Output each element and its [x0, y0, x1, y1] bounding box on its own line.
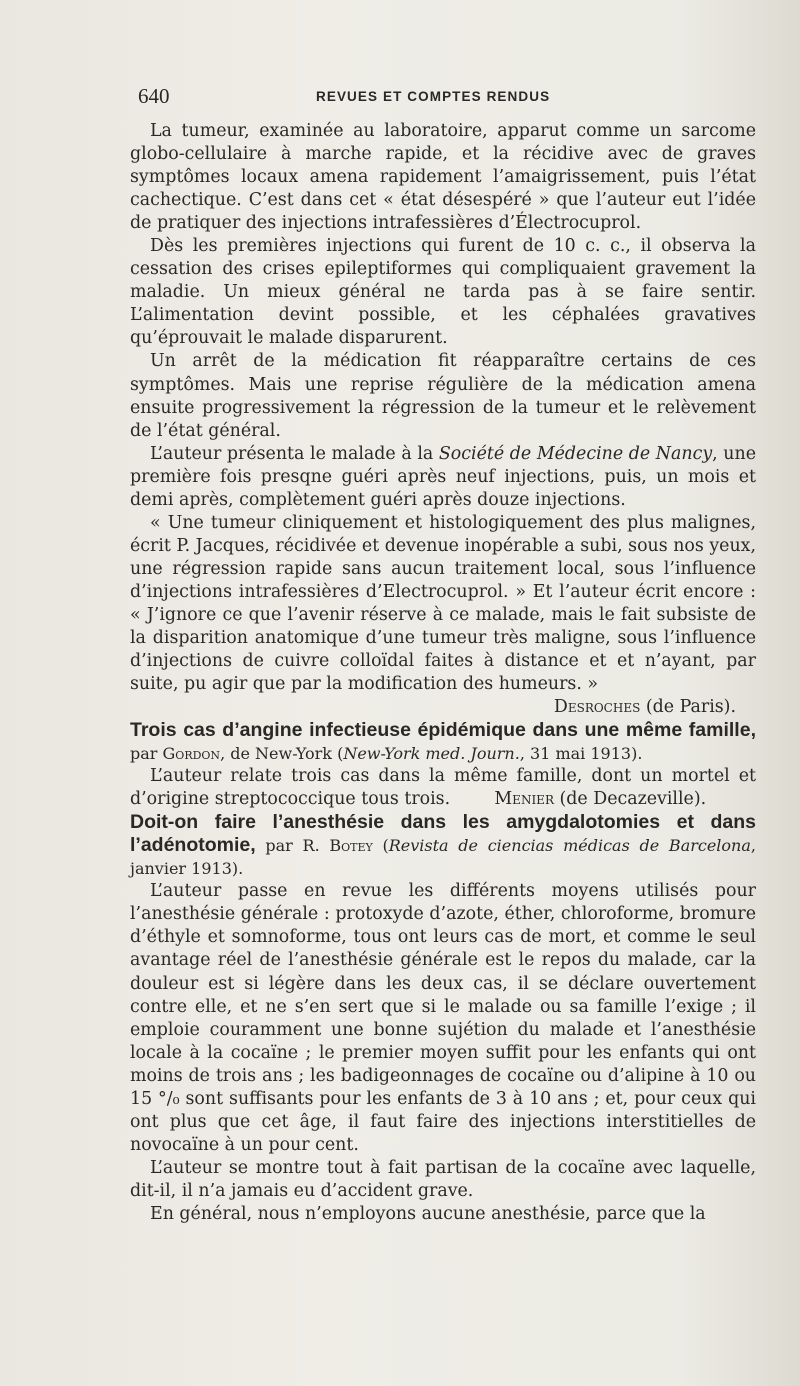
paragraph: L’auteur se montre tout à fait partisan de la cocaïne avec laquelle, dit-il, il n’a jamais eu d’accident grave. — [130, 1157, 756, 1201]
quote-paragraph: « Une tumeur cliniquement et histologiquement des plus malignes, écrit P. Jacques, récidivée et devenue inopérable a subi, sous nos yeux, une régression rapide sans aucun traitement local, sous l’influence d’injections intrafessières d’Electrocuprol. » Et l’auteur écrit encore : « J’ignore ce que l’avenir réserve à ce malade, mais le fait subsiste de la disparition anatomique d’une tumeur très maligne, sous l’influence d’injections de cuivre colloïdal faites à distance et et n’ayant, par suite, pu agir que par la modification des humeurs. » — [130, 512, 756, 695]
page-header — [0, 84, 800, 112]
article-heading: Doit-on faire l’anesthésie dans les amygdalotomies et dans l’adénotomie, par R. Botey (Revista de ciencias médicas de Barcelona, janvier 1913). — [130, 811, 756, 879]
journal-title: Société de Médecine de Nancy — [438, 443, 713, 464]
paragraph: Dès les premières injections qui furent de 10 c. c., il observa la cessation des crises epileptiformes qui compliquaient gravement la maladie. Un mieux général ne tarda pas à se faire sentir. L’alimentation devint possible, et les céphalées gravatives qu’éprouvait le malade disparurent. — [130, 236, 756, 349]
paragraph: L’auteur passe en revue les différents moyens utilisés pour l’anesthésie générale : protoxyde d’azote, éther, chloroforme, bromure d’éthyle et somnoforme, tous ont leurs cas de mort, et comme le seul avantage réel de l’anesthésie générale est le repos du malade, car la douleur est si légère dans les deux cas, il se déclare ouvertement contre elle, et ne s’en sert que si le malade ou sa famille l’exige ; il emploie couramment une bonne sujétion du malade et l’anesthésie locale à la cocaïne ; le premier moyen suffit pour les enfants qui ont moins de trois ans ; les badigeonnages de cocaïne ou d’alipine à 10 ou 15 °/₀ sont suffisants pour les enfants de 3 à 10 ans ; et, pour ceux qui ont plus que cet âge, il faut faire des injections interstitielles de novocaïne à un pour cent. — [130, 881, 756, 1155]
paragraph: En général, nous n’employons aucune anesthésie, parce que la — [150, 1203, 706, 1224]
paragraph: L’auteur relate trois cas dans la même famille, dont un mortel et d’origine streptococcique tous trois. Menier (de Decazeville). — [130, 766, 756, 810]
paragraph: La tumeur, examinée au laboratoire, apparut comme un sarcome globo-cellulaire à marche rapide, et la récidive avec de graves symptômes locaux amena rapidement l’amaigrissement, puis l’état cachectique. C’est dans cet « état désespéré » que l’auteur eut l’idée de pratiquer des injections intrafessières d’Électrocuprol. — [130, 121, 756, 234]
reviewer-signature: Menier — [494, 789, 554, 810]
page-number: 640 — [138, 84, 170, 108]
reviewer-signature: Desroches (de Paris). — [553, 697, 736, 718]
article-heading: Trois cas d’angine infectieuse épidémique dans une même famille, par Gordon, de New-York (New-York med. Journ., 31 mai 1913). — [130, 719, 756, 764]
paragraph: Un arrêt de la médication fit réapparaître certains de ces symptômes. Mais une reprise régulière de la médication amena ensuite progressivement la régression de la tumeur et le relèvement de l’état général. — [130, 351, 756, 441]
page-body — [130, 120, 756, 1226]
running-title: REVUES ET COMPTES RENDUS — [316, 89, 551, 104]
paragraph: L’auteur présenta le malade à la Société de Médecine de Nancy, une première fois presqne guéri après neuf injections, puis, un mois et demi après, complètement guéri après douze injections. — [130, 443, 756, 510]
